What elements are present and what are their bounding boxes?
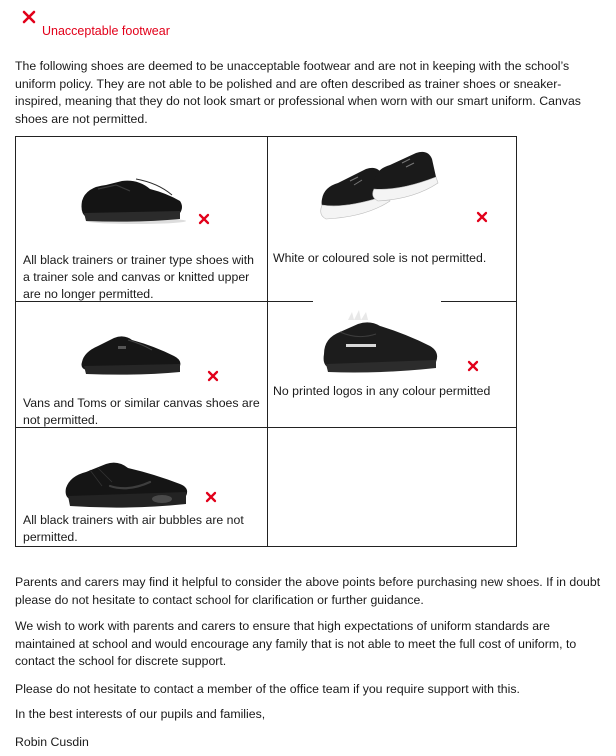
table-cell — [16, 428, 267, 546]
red-cross-icon — [207, 370, 219, 382]
intro-paragraph: The following shoes are deemed to be unacceptable footwear and are not in keeping with the school’s uniform policy. They are not able to be polished and are often described as trainer shoes or sneaker-inspired, meaning that they do not look smart or professional when worn with our smart uniform. Canvas shoes are not permitted. — [15, 59, 581, 126]
unacceptable-shoes-table — [15, 136, 517, 547]
red-cross-icon — [22, 10, 36, 24]
support-paragraph: We wish to work with parents and carers to ensure that high expectations of uniform standards are maintained at school and would encourage any family that is not able to meet the full cost of uniform, to contact the school for discrete support. — [15, 619, 577, 668]
table-cell — [268, 302, 516, 427]
heading-text: Unacceptable footwear — [42, 24, 170, 38]
signature: Robin Cusdin — [15, 735, 89, 749]
red-cross-icon — [467, 360, 479, 372]
black-canvas-vans-image — [78, 332, 186, 380]
table-cell — [268, 137, 516, 301]
cell-caption: All black trainers with air bubbles are not permitted. — [23, 513, 244, 544]
black-leather-logo-trainer-image — [318, 310, 443, 378]
table-cell — [16, 137, 267, 301]
black-air-bubble-trainer-image — [62, 456, 192, 512]
red-cross-icon — [198, 213, 210, 225]
cell-caption: All black trainers or trainer type shoes with a trainer sole and canvas or knitted upper are no longer permitted. — [23, 253, 255, 301]
contact-paragraph: Please do not hesitate to contact a member of the office team if you require support with this. — [15, 682, 520, 696]
empty-table-cell — [268, 428, 516, 546]
advice-paragraph: Parents and carers may find it helpful to consider the above points before purchasing new shoes. If in doubt please do not hesitate to contact school for clarification or further guidance. — [15, 575, 601, 607]
black-knit-trainer-image — [76, 173, 186, 225]
table-cell — [16, 302, 267, 427]
red-cross-icon — [205, 491, 217, 503]
closing-line: In the best interests of our pupils and families, — [15, 707, 266, 721]
cell-caption: No printed logos in any colour permitted — [273, 384, 491, 398]
black-canvas-white-sole-pair-image — [316, 147, 441, 222]
cell-caption: White or coloured sole is not permitted. — [273, 251, 487, 265]
cell-caption: Vans and Toms or similar canvas shoes are not permitted. — [23, 396, 260, 427]
red-cross-icon — [476, 211, 488, 223]
